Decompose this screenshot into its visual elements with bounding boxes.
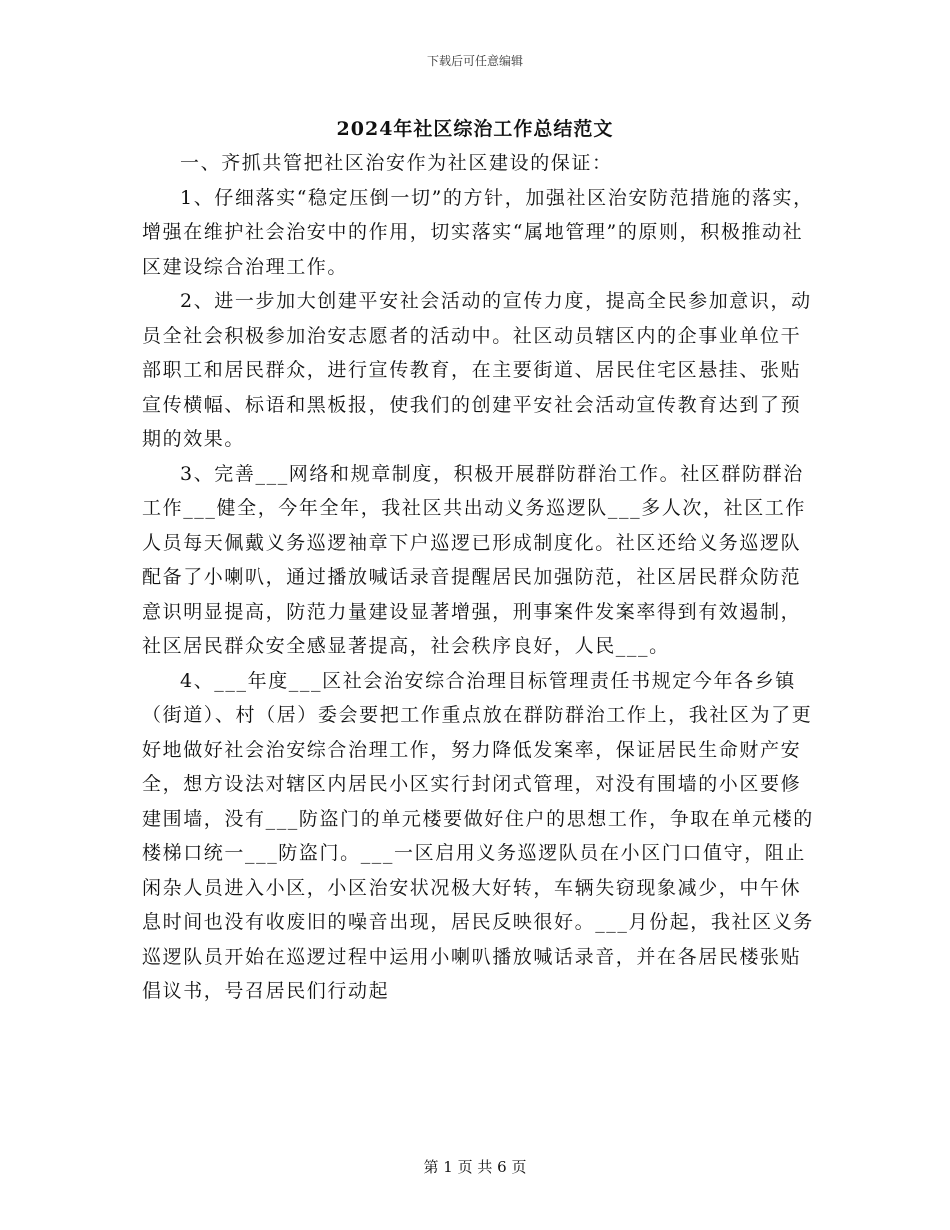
paragraph-1: 1、仔细落实“稳定压倒一切”的方针，加强社区治安防范措施的落实，增强在维护社会治安中的作用，切实落实“属地管理”的原则，积极推动社区建设综合治理工作。 xyxy=(142,186,814,278)
paragraph-3: 3、完善___网络和规章制度，积极开展群防群治工作。社区群防群治工作___健全，今年全年，我社区共出动义务巡逻队___多人次，社区工作人员每天佩戴义务巡逻袖章下户巡逻已形成制度化。社区还给义务巡逻队配备了小喇叭，通过播放喊话录音提醒居民加强防范，社区居民群众防范意识明显提高，防范力量建设显著增强，刑事案件发案率得到有效遏制，社区居民群众安全感显著提高，社会秩序良好，人民___。 xyxy=(142,462,807,657)
section-heading-1: 一、齐抓共管把社区治安作为社区建设的保证： xyxy=(180,152,613,174)
paragraph-2: 2、进一步加大创建平安社会活动的宣传力度，提高全民参加意识，动员全社会积极参加治安志愿者的活动中。社区动员辖区内的企事业单位干部职工和居民群众，进行宣传教育，在主要街道、居民住宅区悬挂、张贴宣传横幅、标语和黑板报，使我们的创建平安社会活动宣传教育达到了预期的效果。 xyxy=(142,290,812,450)
page-number-footer: 第 1 页 共 6 页 xyxy=(423,1158,527,1176)
paragraph-4: 4、___年度___区社会治安综合治理目标管理责任书规定今年各乡镇（街道）、村（居）委会要把工作重点放在群防群治工作上，我社区为了更好地做好社会治安综合治理工作，努力降低发案率，保证居民生命财产安全，想方设法对辖区内居民小区实行封闭式管理，对没有围墙的小区要修建围墙，没有___防盗门的单元楼要做好住户的思想工作，争取在单元楼的楼梯口统一___防盗门。___一区启用义务巡逻队员在小区门口值守，阻止闲杂人员进入小区，小区治安状况极大好转，车辆失窃现象减少，中午休息时间也没有收废旧的噪音出现，居民反映很好。___月份起，我社区义务巡逻队员开始在巡逻过程中运用小喇叭播放喊话录音，并在各居民楼张贴倡议书，号召居民们行动起 xyxy=(142,669,814,1002)
document-title: 2024年社区综治工作总结范文 xyxy=(336,118,614,140)
document-body xyxy=(142,146,820,1009)
document-header-note: 下载后可任意编辑 xyxy=(426,54,523,68)
